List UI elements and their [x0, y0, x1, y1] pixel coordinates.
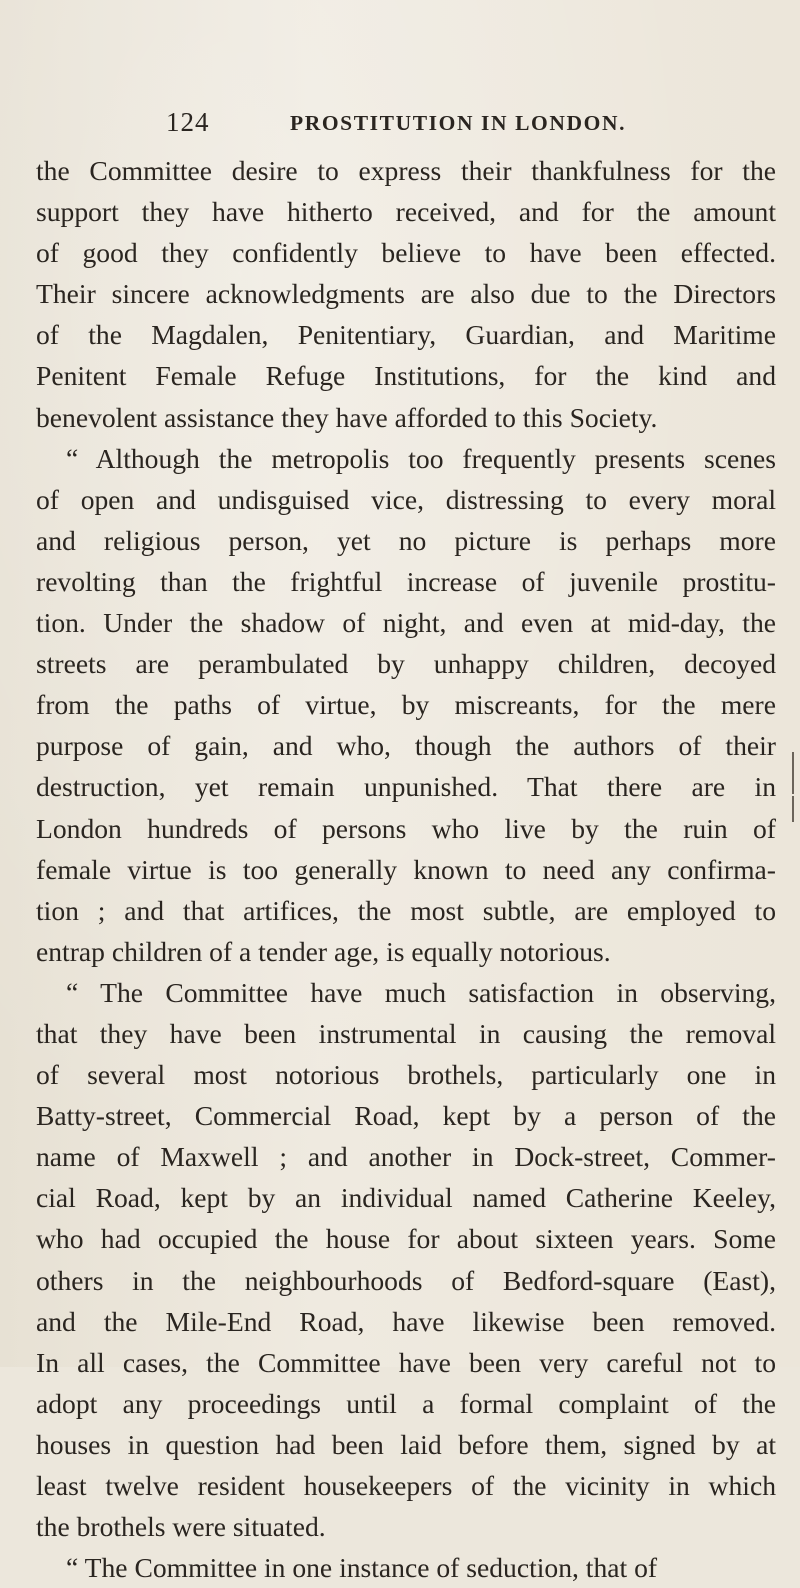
text-line: of good they confidently believe to have been effected. — [36, 237, 776, 269]
text-line: the brothels were situated. — [36, 1511, 326, 1543]
text-line: that they have been instrumental in causing the removal — [36, 1017, 776, 1049]
text-line: others in the neighbourhoods of Bedford-square (East), — [36, 1264, 776, 1296]
margin-mark — [792, 796, 794, 822]
text-line: London hundreds of persons who live by the ruin of — [36, 812, 776, 844]
text-line: support they have hitherto received, and for the amount — [36, 196, 776, 228]
page-header — [166, 107, 766, 143]
text-line: “ Although the metropolis too frequently presents scenes — [66, 442, 776, 474]
text-line: of the Magdalen, Penitentiary, Guardian, and Maritime — [36, 319, 776, 351]
text-line: Penitent Female Refuge Institutions, for the kind and — [36, 360, 776, 392]
text-line: streets are perambulated by unhappy children, decoyed — [36, 648, 776, 680]
text-line: purpose of gain, and who, though the authors of their — [36, 730, 776, 762]
text-line: and religious person, yet no picture is perhaps more — [36, 524, 776, 556]
text-line: of several most notorious brothels, particularly one in — [36, 1059, 776, 1091]
text-line: name of Maxwell ; and another in Dock-street, Commer- — [36, 1141, 776, 1173]
text-line: destruction, yet remain unpunished. That there are in — [36, 771, 776, 803]
text-line: revolting than the frightful increase of juvenile prostitu- — [36, 565, 776, 597]
text-line: entrap children of a tender age, is equally notorious. — [36, 935, 611, 967]
margin-mark — [792, 752, 794, 794]
text-line: of open and undisguised vice, distressing to every moral — [36, 483, 776, 515]
text-line: and the Mile-End Road, have likewise been removed. — [36, 1305, 776, 1337]
text-line: adopt any proceedings until a formal complaint of the — [36, 1387, 776, 1419]
running-head: PROSTITUTION IN LONDON. — [290, 111, 627, 135]
text-line: who had occupied the house for about sixteen years. Some — [36, 1223, 776, 1255]
text-line: In all cases, the Committee have been very careful not to — [36, 1346, 776, 1378]
text-line: Batty-street, Commercial Road, kept by a person of the — [36, 1100, 776, 1132]
text-line: “ The Committee have much satisfaction in observing, — [66, 976, 776, 1008]
text-line: from the paths of virtue, by miscreants, for the mere — [36, 689, 776, 721]
text-line: female virtue is too generally known to need any confirma- — [36, 853, 776, 885]
text-line: tion ; and that artifices, the most subtle, are employed to — [36, 894, 776, 926]
text-line: Their sincere acknowledgments are also due to the Directors — [36, 278, 776, 310]
text-line: cial Road, kept by an individual named Catherine Keeley, — [36, 1182, 776, 1214]
page-number: 124 — [166, 107, 210, 137]
text-line: tion. Under the shadow of night, and even at mid-day, the — [36, 607, 776, 639]
text-line: benevolent assistance they have afforded to this Society. — [36, 401, 658, 433]
text-line: the Committee desire to express their thankfulness for the — [36, 155, 776, 186]
text-line: houses in question had been laid before them, signed by at — [36, 1428, 776, 1460]
text-line: “ The Committee in one instance of seduction, that of — [66, 1552, 658, 1584]
text-line: least twelve resident housekeepers of the vicinity in which — [36, 1470, 776, 1501]
body-text — [36, 150, 776, 1588]
